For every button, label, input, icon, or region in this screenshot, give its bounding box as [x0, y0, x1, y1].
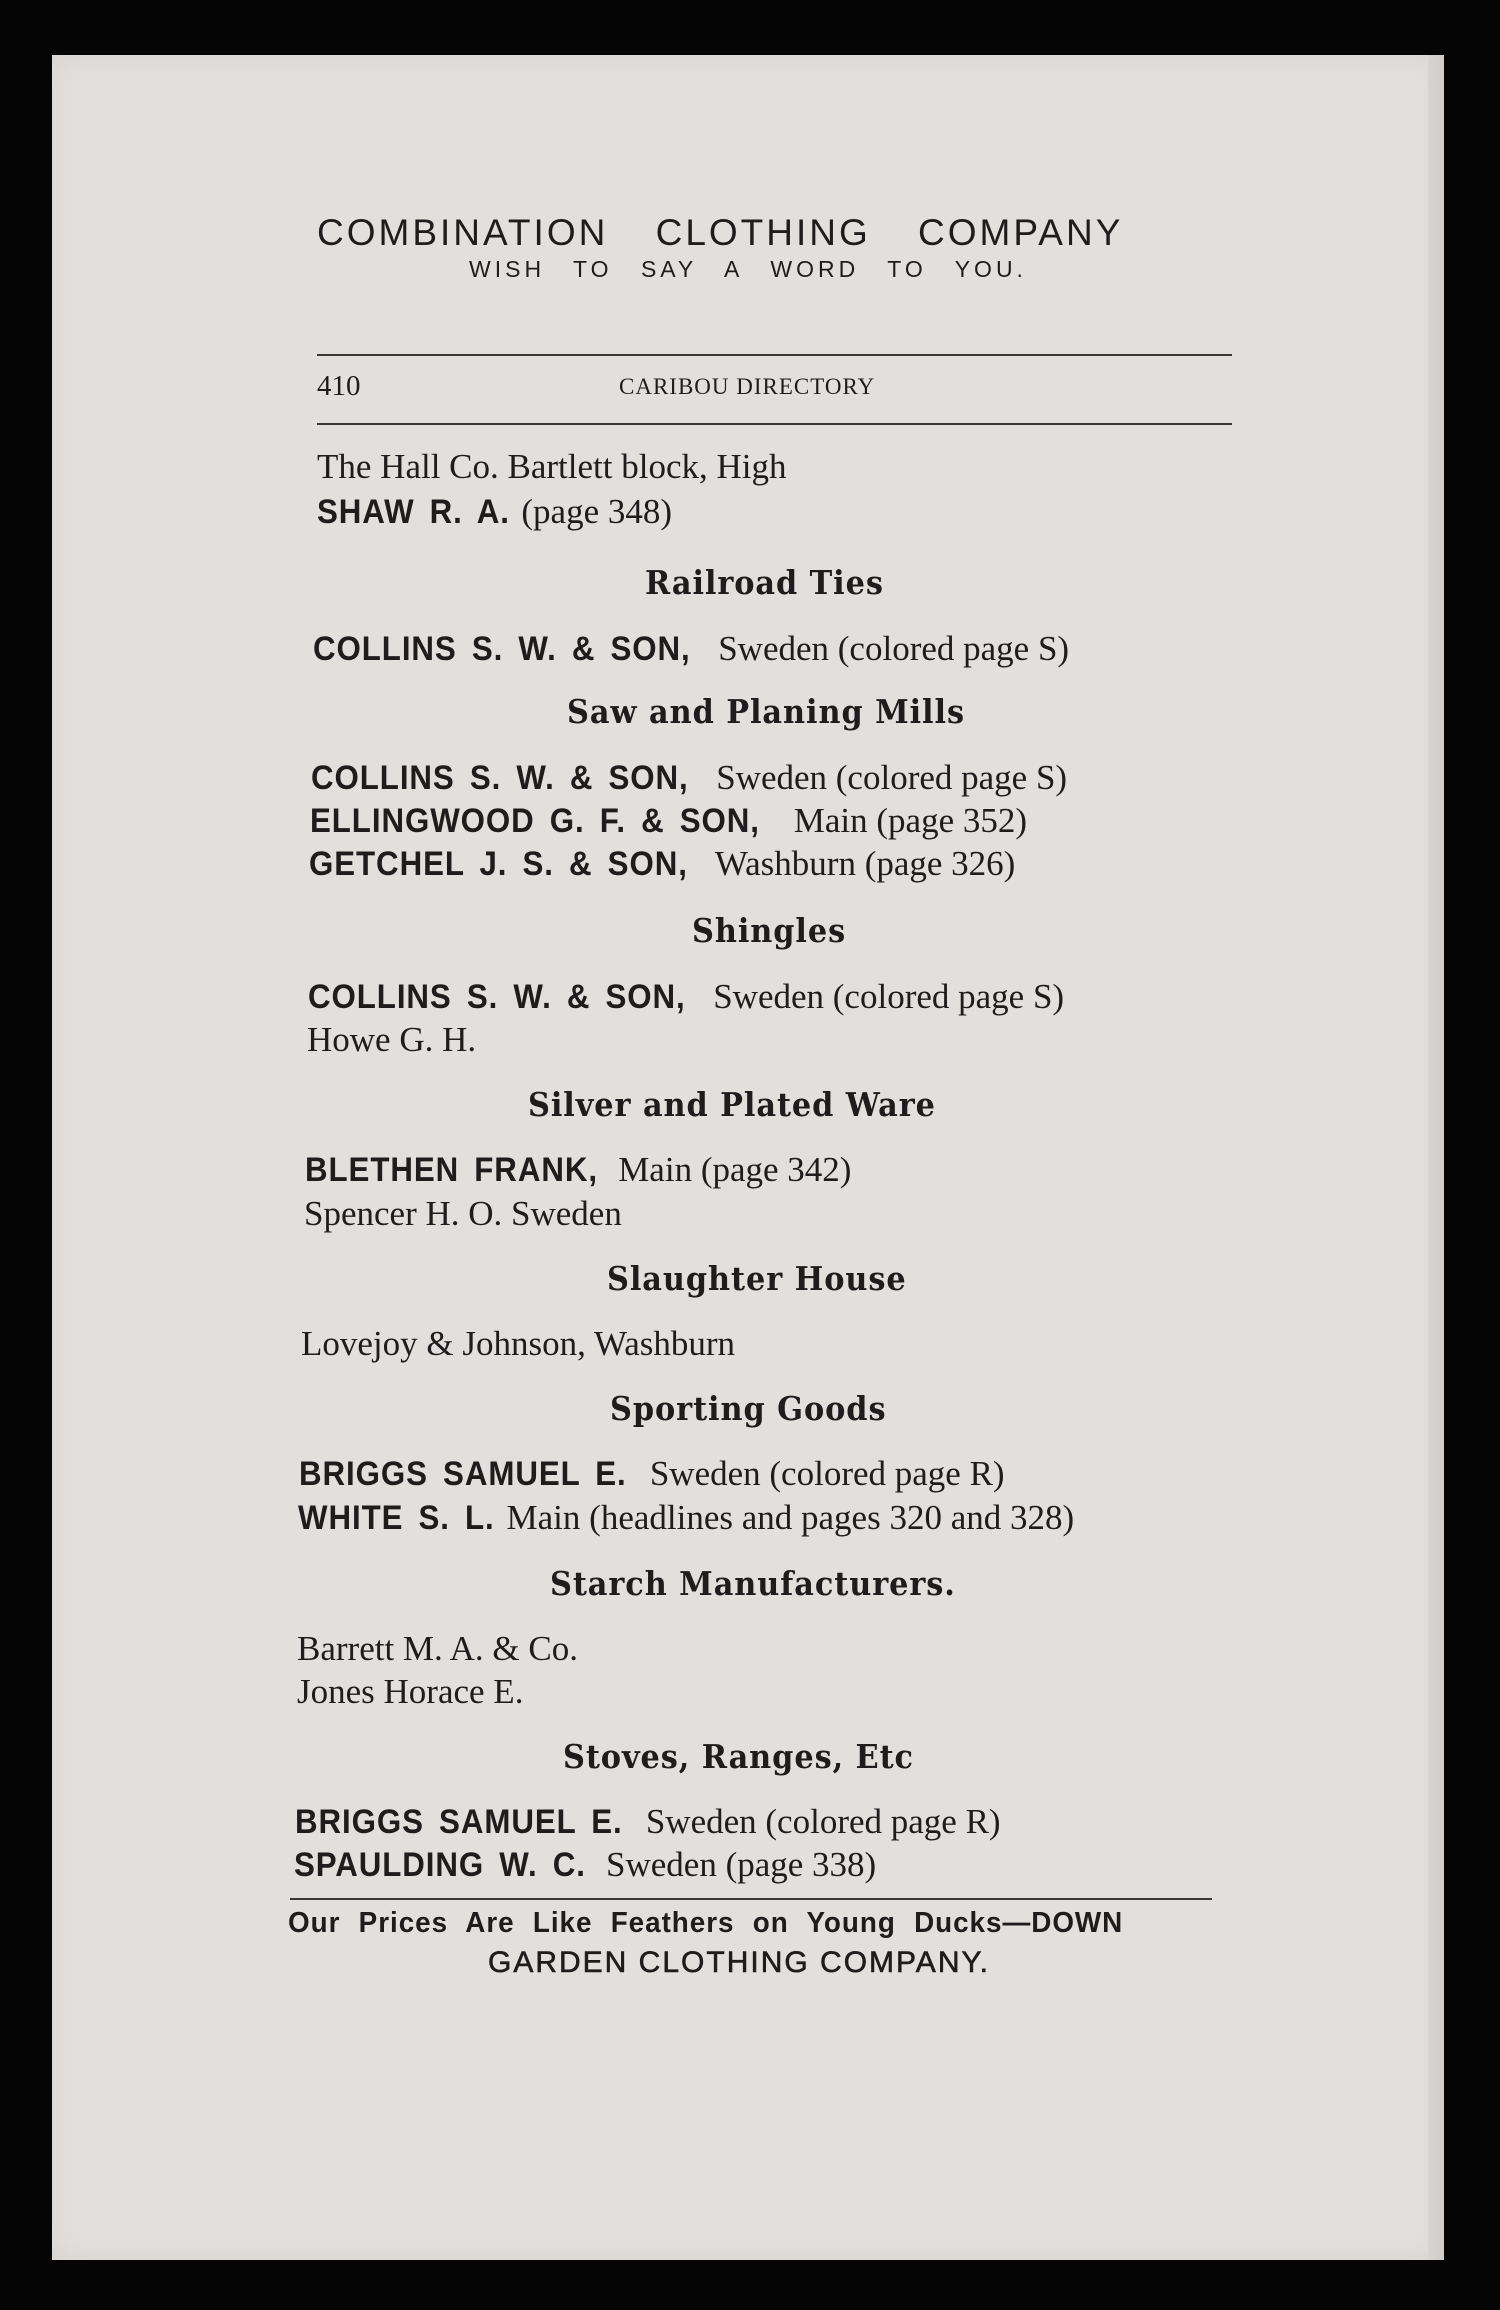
listing-name: SPAULDING W. C.	[294, 1846, 586, 1884]
listing-name: GETCHEL J. S. & SON,	[309, 845, 688, 883]
category-heading: Sporting Goods	[610, 1389, 887, 1428]
category-heading: Silver and Plated Ware	[528, 1085, 936, 1124]
listing-name: BLETHEN FRANK,	[305, 1151, 598, 1189]
category-heading: Slaughter House	[607, 1259, 907, 1298]
header-rule	[317, 423, 1232, 425]
listing-line	[317, 490, 672, 532]
category-heading: Stoves, Ranges, Etc	[563, 1737, 914, 1776]
footer-rule	[290, 1898, 1212, 1900]
listing-line	[294, 1843, 876, 1885]
listing-name: SHAW R. A.	[317, 493, 510, 531]
listing-text: Lovejoy & Johnson, Washburn	[301, 1324, 736, 1363]
page-header	[317, 370, 1232, 406]
listing-name: COLLINS S. W. & SON,	[308, 978, 686, 1016]
listing-line	[301, 1322, 735, 1364]
listing-name: ELLINGWOOD G. F. & SON,	[310, 802, 760, 840]
listing-name: COLLINS S. W. & SON,	[313, 630, 691, 668]
listing-text: Jones Horace E.	[297, 1672, 524, 1711]
listing-text: Sweden (colored page S)	[707, 758, 1068, 797]
listing-text: Spencer H. O. Sweden	[304, 1194, 622, 1233]
listing-line	[305, 1148, 851, 1190]
listing-text: Sweden (colored page R)	[637, 1802, 1001, 1841]
top-ad-line-1: COMBINATION CLOTHING COMPANY	[317, 212, 1124, 253]
page-number: 410	[317, 370, 361, 402]
top-rule	[317, 354, 1232, 356]
listing-line	[299, 1452, 1005, 1494]
listing-text: Sweden (colored page S)	[709, 629, 1070, 668]
listing-line	[307, 1018, 476, 1060]
bottom-ad-line-1: Our Prices Are Like Feathers on Young Ducks—DOWN	[288, 1907, 1124, 1939]
running-head: CARIBOU DIRECTORY	[619, 374, 876, 399]
category-heading: Shingles	[692, 911, 847, 950]
listing-name: COLLINS S. W. & SON,	[311, 759, 689, 797]
bottom-ad-line-2: GARDEN CLOTHING COMPANY.	[488, 1946, 990, 1979]
listing-line	[311, 756, 1067, 798]
listing-name: BRIGGS SAMUEL E.	[295, 1803, 623, 1841]
listing-text: Howe G. H.	[307, 1020, 477, 1059]
listing-name: BRIGGS SAMUEL E.	[299, 1455, 627, 1493]
listing-text: Main (page 352)	[785, 801, 1028, 840]
listing-text: Sweden (colored page S)	[704, 977, 1065, 1016]
category-heading: Saw and Planing Mills	[567, 692, 965, 731]
listing-text: Main (headlines and pages 320 and 328)	[497, 1498, 1075, 1537]
listing-line	[297, 1627, 578, 1669]
top-ad-line-2: WISH TO SAY A WORD TO YOU.	[469, 256, 1027, 282]
listing-line	[308, 975, 1064, 1017]
category-heading: Starch Manufacturers.	[550, 1564, 956, 1603]
listing-line	[297, 1670, 523, 1712]
listing-line	[309, 842, 1015, 884]
listing-text: Main (page 342)	[609, 1150, 852, 1189]
listing-line	[304, 1192, 622, 1234]
listing-line	[313, 627, 1069, 669]
listing-text: The Hall Co. Bartlett block, High	[317, 447, 787, 486]
listing-line	[310, 799, 1027, 841]
listing-text: Washburn (page 326)	[706, 844, 1016, 883]
listing-line	[317, 445, 787, 487]
listing-line	[298, 1496, 1074, 1538]
top-advertisement	[317, 212, 1237, 283]
listing-text: Sweden (colored page R)	[641, 1454, 1005, 1493]
category-heading: Railroad Ties	[645, 563, 884, 602]
listing-line	[295, 1800, 1001, 1842]
bottom-advertisement	[288, 1907, 1228, 1980]
listing-text: (page 348)	[512, 492, 673, 531]
listing-text: Barrett M. A. & Co.	[297, 1629, 578, 1668]
listing-name: WHITE S. L.	[298, 1499, 495, 1537]
listing-text: Sweden (page 338)	[597, 1845, 877, 1884]
